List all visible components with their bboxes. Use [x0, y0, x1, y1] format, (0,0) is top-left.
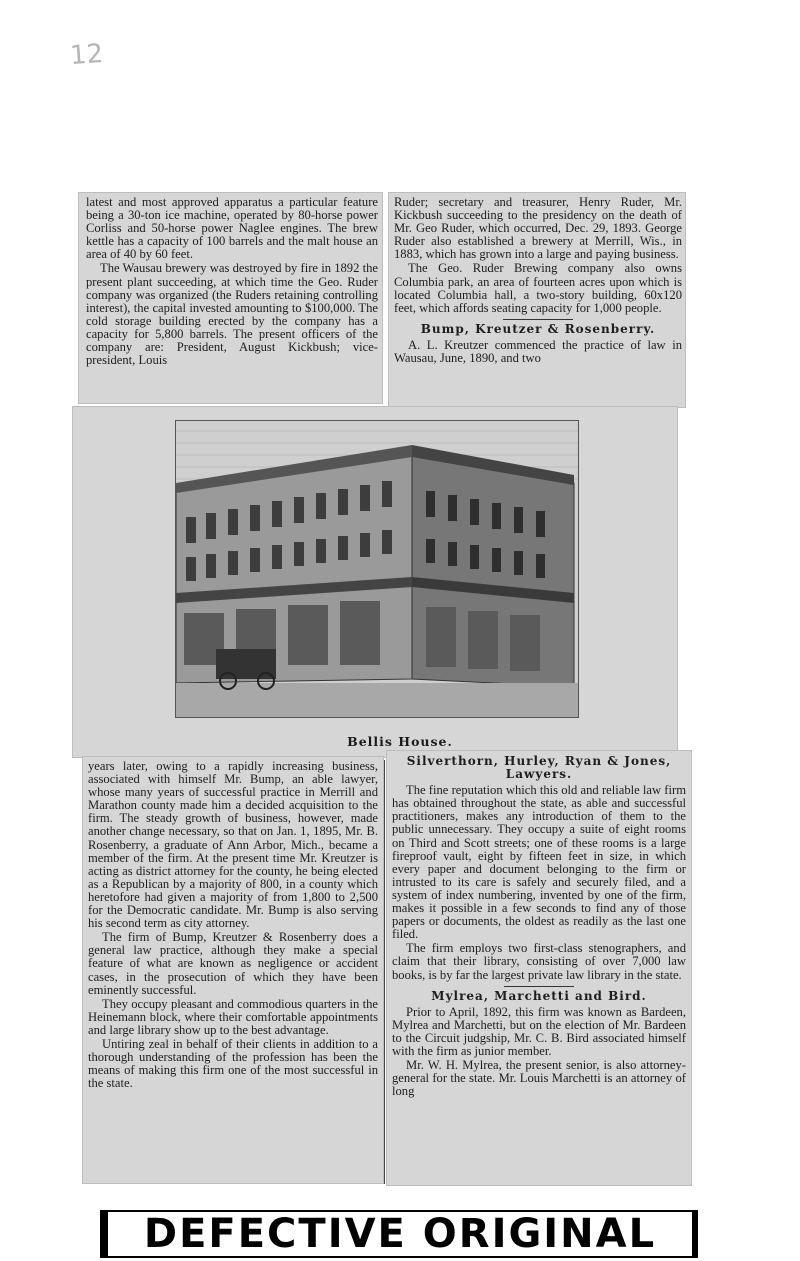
section-heading: Mylrea, Marchetti and Bird.: [431, 988, 647, 1003]
paragraph: Untiring zeal in behalf of their clients in addition to a thorough understanding of the profession has been the means of making this firm one of the most successful in the state.: [88, 1036, 378, 1091]
handwritten-page-number: 12: [68, 38, 105, 72]
illustration-caption: Bellis House.: [347, 734, 453, 749]
bellis-house-illustration: [175, 420, 579, 718]
paragraph: Mr. W. H. Mylrea, the present senior, is also attorney-general for the state. Mr. Louis Marchetti is an attorney of long: [392, 1058, 686, 1099]
paragraph: They occupy pleasant and commodious quarters in the Heinemann block, where their comfortable appointments and large library show up to the best advantage.: [88, 996, 378, 1037]
paragraph: The firm employs two first-class stenographers, and claim that their library, consisting of over 7,000 law books, is by far the largest private law library in the state.: [392, 941, 686, 982]
paragraph: latest and most approved apparatus a particular feature being a 30-ton ice machine, operated by 80-horse power Corliss and 50-horse power Naglee engines. The brew kettle has a capacity of 100 barrels and the malt house an area of 40 by 60 feet.: [86, 196, 378, 262]
paragraph: The Geo. Ruder Brewing company also owns Columbia park, an area of fourteen acres upon which is located Columbia hall, a two-story building, 60x120 feet, which affords seating capacity for 1,000 people.: [394, 261, 682, 315]
article-column-bottom-left: [88, 760, 378, 1182]
article-column-top-right: [394, 196, 682, 406]
section-rule: [504, 986, 574, 987]
paragraph: Prior to April, 1892, this firm was known as Bardeen, Mylrea and Marchetti, but on the election of Mr. Bardeen to the Circuit judgship, Mr. C. B. Bird associated himself with the firm as junior member.: [392, 1004, 686, 1058]
article-column-bottom-right: [392, 752, 686, 1184]
article-column-top-left: [86, 196, 378, 404]
paragraph: years later, owing to a rapidly increasing business, associated with himself Mr. Bump, an able lawyer, whose many years of successful practice in Merrill and Marathon county made him a decided acquisition to the firm. The steady growth of business, however, made another change necessary, so that on Jan. 1, 1895, Mr. B. Rosenberry, a graduate of Ann Arbor, Mich., became a member of the firm. At the present time Mr. Kreutzer is acting as district attorney for the county, he being elected as a Republican by a majority of 800, in a county which heretofore had given a majority of from 1,800 to 2,500 for the Democratic candidate. Mr. Bump is also serving his second term as city attorney.: [88, 760, 378, 931]
paragraph: The fine reputation which this old and reliable law firm has obtained throughout the state, as able and successful practitioners, makes any introduction of them to the public unnecessary. They occupy a suite of eight rooms on Third and Scott streets; one of these rooms is a large fireproof vault, eight by fifteen feet in size, in which every paper and document belonging to the firm or intrusted to its care is safely and securely filed, and a system of index numbering, invented by one of the firm, makes it possible in a few seconds to find any of those papers or documents, the oldest as readily as the last one filed.: [392, 783, 686, 942]
section-rule: [503, 319, 573, 320]
column-divider: [384, 760, 385, 1184]
defective-original-stamp: DEFECTIVE ORIGINAL: [108, 1212, 692, 1256]
paragraph: The Wausau brewery was destroyed by fire in 1892 the present plant succeeding, at which time the Geo. Ruder company was organized (the Ruders retaining controlling interest), the capital invested amounting to $100,000. The cold storage building erected by the company has a capacity for 5,800 barrels. The present officers of the company are: President, August Kickbush; vice-president, Louis: [86, 261, 378, 368]
section-heading: Silverthorn, Hurley, Ryan & Jones, Lawyers.: [406, 754, 672, 782]
paragraph: The firm of Bump, Kreutzer & Rosenberry does a general law practice, although they make a special feature of what are known as negligence or accident cases, in the prosecution of which they have been eminently successful.: [88, 930, 378, 997]
paragraph: Ruder; secretary and treasurer, Henry Ruder, Mr. Kickbush succeeding to the presidency on the death of Mr. Geo Ruder, which occurred, Dec. 29, 1893. George Ruder also established a brewery at Merrill, Wis., in 1883, which has grown into a large and paying business.: [394, 196, 682, 262]
paragraph: A. L. Kreutzer commenced the practice of law in Wausau, June, 1890, and two: [394, 337, 682, 366]
section-heading: Bump, Kreutzer & Rosenberry.: [420, 321, 656, 336]
